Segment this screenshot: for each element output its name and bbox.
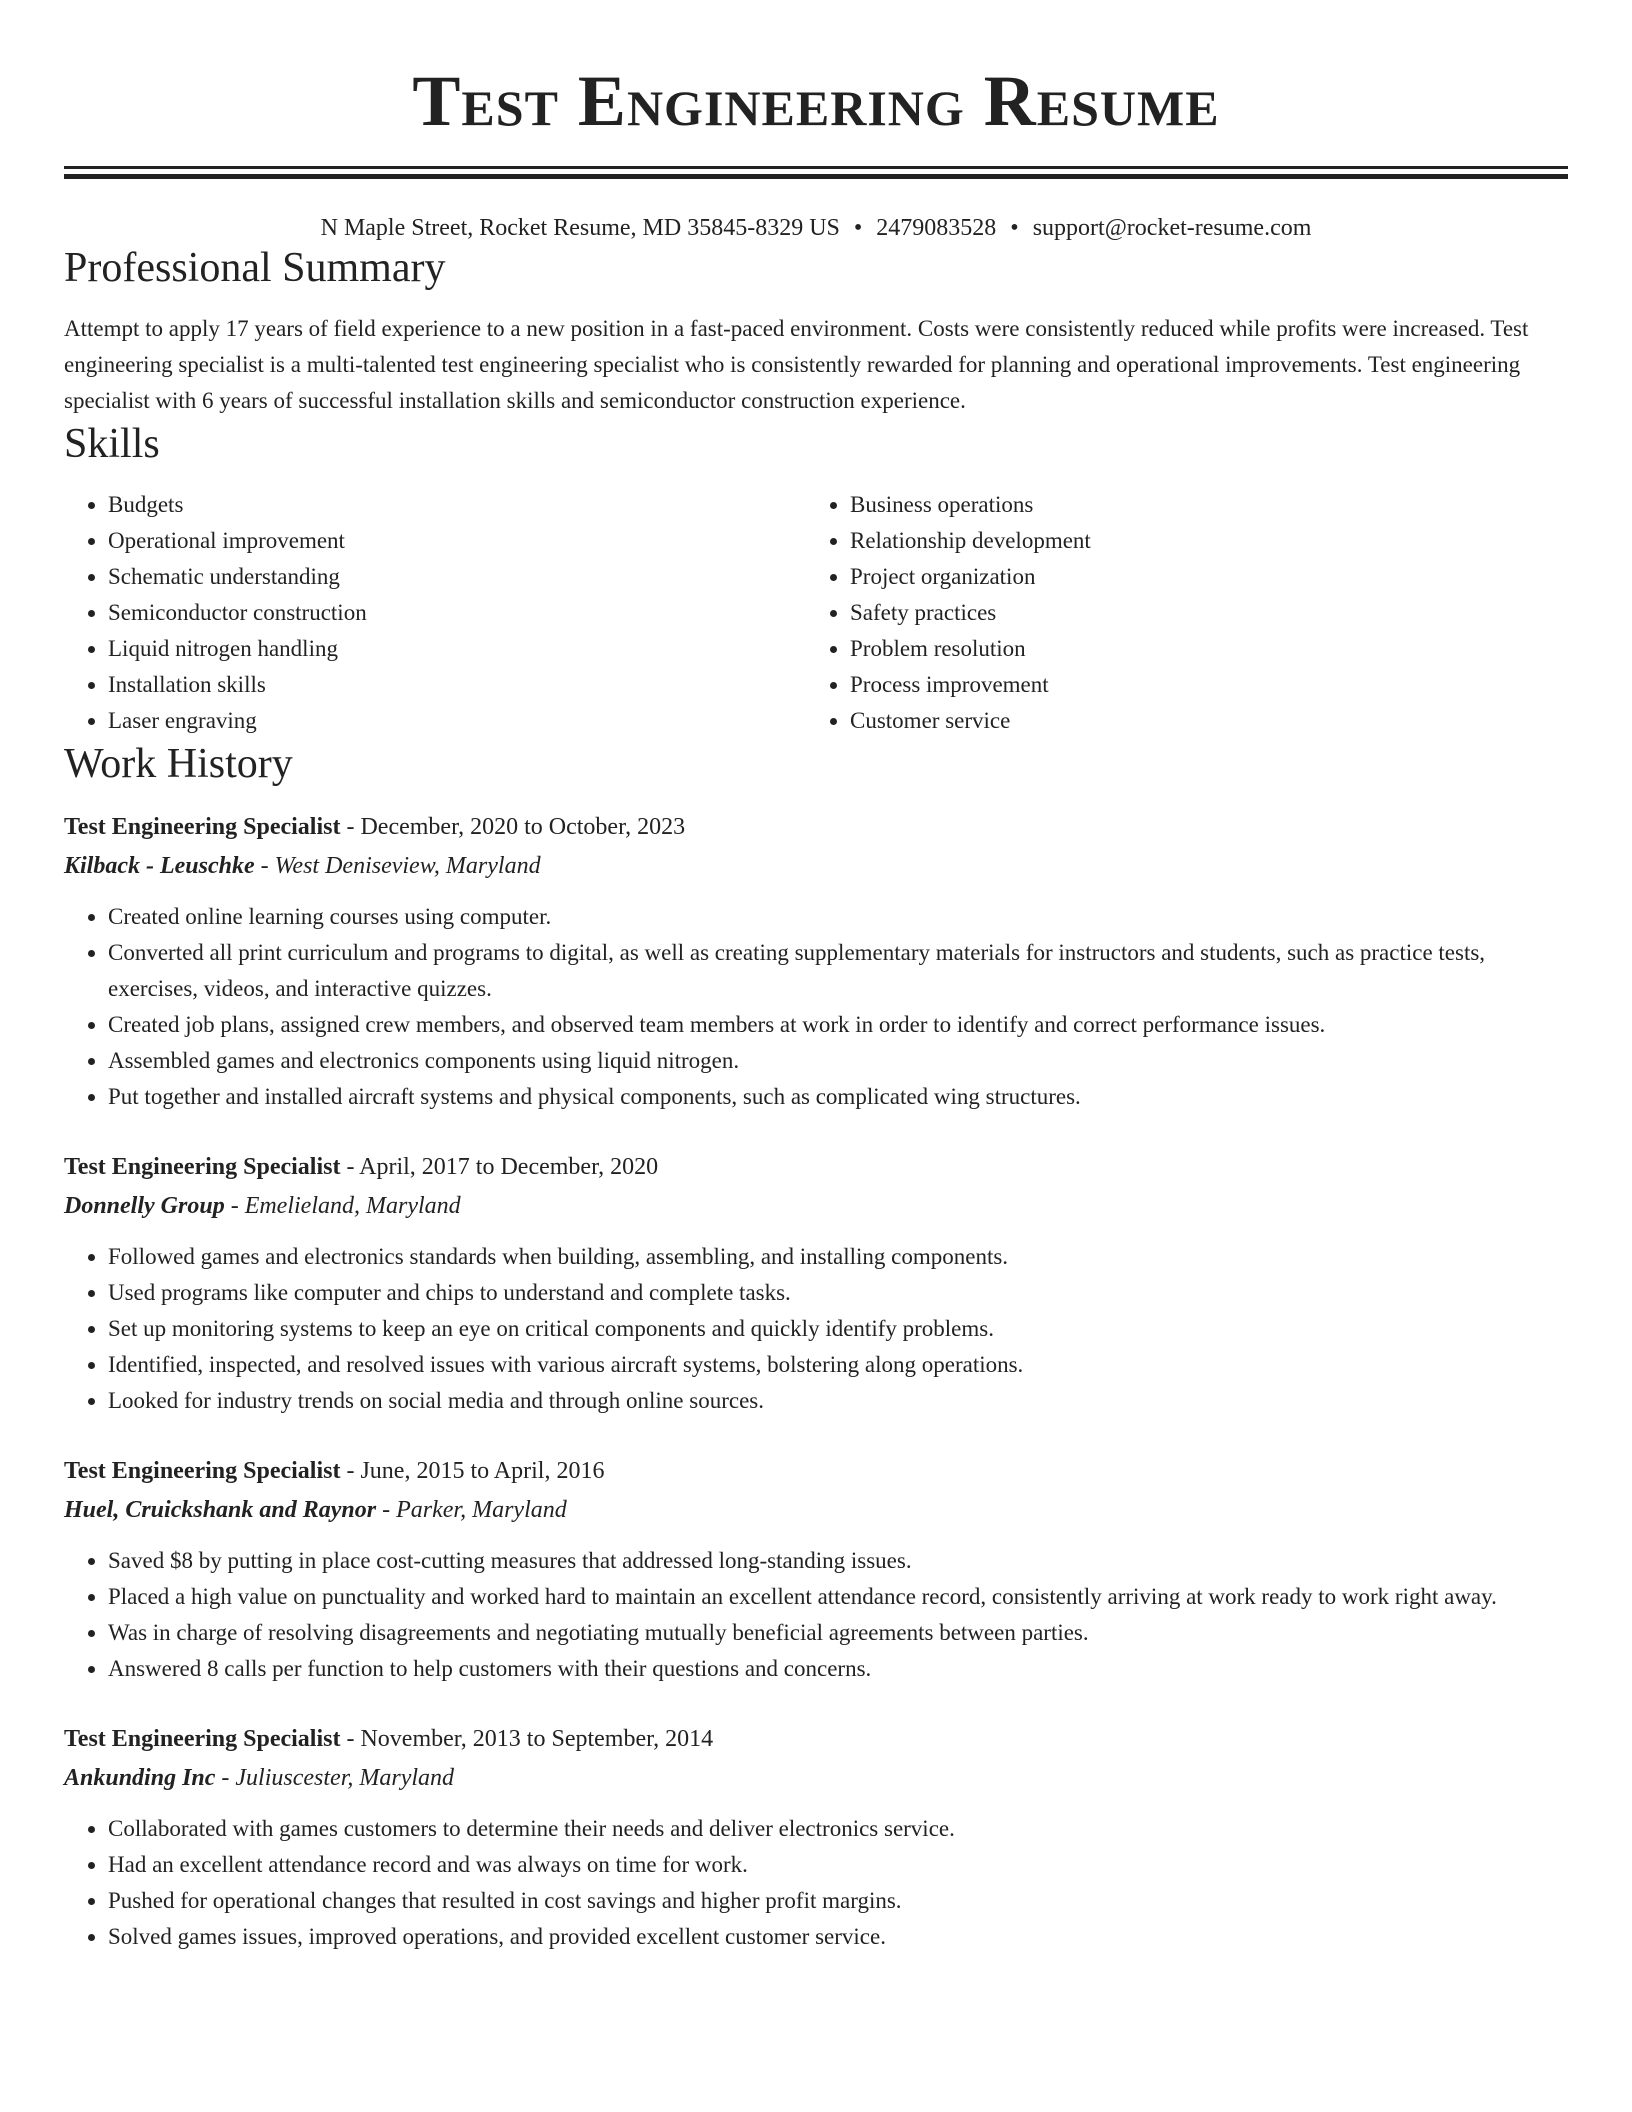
job-dates: April, 2017 to December, 2020 (359, 1154, 659, 1180)
job-title-line (64, 1719, 1568, 1759)
job-location: West Deniseview, Maryland (274, 853, 541, 879)
title-rule-bottom (64, 174, 1568, 179)
job-bullet: • Solved games issues, improved operations, and provided excellent customer service. (108, 1919, 1568, 1955)
job-company: Kilback - Leuschke (64, 853, 255, 879)
skill-item: • Project organization (850, 559, 1548, 595)
job-entry (64, 807, 1568, 1115)
job-company: Donnelly Group (64, 1193, 225, 1219)
job-bullet: • Looked for industry trends on social media and through online sources. (108, 1383, 1568, 1419)
job-bullet: • Collaborated with games customers to determine their needs and deliver electronics service. (108, 1811, 1568, 1847)
job-bullet: • Had an excellent attendance record and was always on time for work. (108, 1847, 1568, 1883)
job-title: Test Engineering Specialist (64, 1458, 341, 1484)
job-bullet: • Created online learning courses using computer. (108, 899, 1568, 935)
job-company-line (64, 847, 1568, 885)
resume-page (64, 0, 1568, 1955)
job-bullets (64, 1811, 1568, 1955)
summary-text: Attempt to apply 17 years of field experience to a new position in a fast-paced environment. Costs were consistently reduced while profits were increased. Test engineering specialist is a multi-talented test engineering specialist who is consistently rewarded for planning and operational improvements. Test engineering specialist with 6 years of successful installation skills and semiconductor construction experience. (64, 316, 1529, 413)
job-dates: December, 2020 to October, 2023 (360, 814, 686, 840)
job-dates: November, 2013 to September, 2014 (360, 1726, 714, 1752)
skill-item: • Semiconductor construction (108, 595, 806, 631)
job-dash: - (340, 1154, 360, 1180)
job-bullet: • Pushed for operational changes that resulted in cost savings and higher profit margins. (108, 1883, 1568, 1919)
contact-address: N Maple Street, Rocket Resume, MD 35845-8329 US (320, 215, 840, 241)
job-title: Test Engineering Specialist (64, 1154, 341, 1180)
job-company-line (64, 1187, 1568, 1225)
skill-item: • Problem resolution (850, 631, 1548, 667)
skill-item: • Operational improvement (108, 523, 806, 559)
skill-item: • Customer service (850, 703, 1548, 739)
job-bullet: • Converted all print curriculum and programs to digital, as well as creating supplementary materials for instructors and students, such as practice tests, exercises, videos, and interactive quizzes. (108, 935, 1568, 1007)
job-title: Test Engineering Specialist (64, 814, 341, 840)
job-location: Juliuscester, Maryland (235, 1765, 455, 1791)
work-history-heading: Work History (64, 741, 293, 787)
skill-item: • Installation skills (108, 667, 806, 703)
job-bullet: • Used programs like computer and chips to understand and complete tasks. (108, 1275, 1568, 1311)
skills-column-right (806, 487, 1548, 739)
job-bullets (64, 1239, 1568, 1419)
job-company-line (64, 1491, 1568, 1529)
job-bullet: • Answered 8 calls per function to help customers with their questions and concerns. (108, 1651, 1568, 1687)
job-dash: - (215, 1765, 236, 1791)
job-dash: - (340, 1726, 361, 1752)
job-dash: - (376, 1497, 397, 1523)
job-bullet: • Put together and installed aircraft systems and physical components, such as complicated wing structures. (108, 1079, 1568, 1115)
resume-title: Test Engineering Resume (412, 61, 1220, 141)
job-bullet: • Set up monitoring systems to keep an eye on critical components and quickly identify problems. (108, 1311, 1568, 1347)
job-dates: June, 2015 to April, 2016 (360, 1458, 605, 1484)
skill-item: • Laser engraving (108, 703, 806, 739)
job-dash: - (340, 1458, 361, 1484)
job-bullets (64, 1543, 1568, 1687)
job-bullet: • Saved $8 by putting in place cost-cutting measures that addressed long-standing issues. (108, 1543, 1568, 1579)
job-title-line (64, 1451, 1568, 1491)
job-company-line (64, 1759, 1568, 1797)
job-entry (64, 1451, 1568, 1687)
skill-item: • Budgets (108, 487, 806, 523)
contact-separator: • (853, 215, 863, 241)
job-title: Test Engineering Specialist (64, 1726, 341, 1752)
job-title-line (64, 807, 1568, 847)
skill-item: • Schematic understanding (108, 559, 806, 595)
skill-item: • Liquid nitrogen handling (108, 631, 806, 667)
contact-separator: • (1010, 215, 1019, 241)
skill-item: • Relationship development (850, 523, 1548, 559)
skills-list (64, 487, 1568, 739)
job-bullets (64, 899, 1568, 1115)
title-rule-top (64, 166, 1568, 169)
job-dash: - (254, 853, 275, 879)
job-location: Emelieland, Maryland (244, 1193, 461, 1219)
job-company: Ankunding Inc (64, 1765, 216, 1791)
skill-item: • Business operations (850, 487, 1548, 523)
contact-line (64, 213, 1568, 243)
job-location: Parker, Maryland (396, 1497, 567, 1523)
skill-item: • Safety practices (850, 595, 1548, 631)
job-bullet: • Placed a high value on punctuality and worked hard to maintain an excellent attendance record, consistently arriving at work ready to work right away. (108, 1579, 1568, 1615)
job-entry (64, 1719, 1568, 1955)
contact-email: support@rocket-resume.com (1032, 215, 1312, 241)
job-bullet: • Identified, inspected, and resolved issues with various aircraft systems, bolstering along operations. (108, 1347, 1568, 1383)
job-bullet: • Followed games and electronics standards when building, assembling, and installing components. (108, 1239, 1568, 1275)
summary-heading: Professional Summary (64, 245, 446, 291)
skills-column-left (64, 487, 806, 739)
job-entry (64, 1147, 1568, 1419)
contact-phone: 2479083528 (876, 215, 997, 241)
job-bullet: • Was in charge of resolving disagreements and negotiating mutually beneficial agreements between parties. (108, 1615, 1568, 1651)
job-title-line (64, 1147, 1568, 1187)
skills-heading: Skills (64, 421, 160, 467)
job-company: Huel, Cruickshank and Raynor (64, 1497, 377, 1523)
skill-item: • Process improvement (850, 667, 1548, 703)
job-dash: - (340, 814, 361, 840)
job-bullet: • Created job plans, assigned crew members, and observed team members at work in order to identify and correct performance issues. (108, 1007, 1568, 1043)
job-bullet: • Assembled games and electronics components using liquid nitrogen. (108, 1043, 1568, 1079)
job-dash: - (224, 1193, 245, 1219)
